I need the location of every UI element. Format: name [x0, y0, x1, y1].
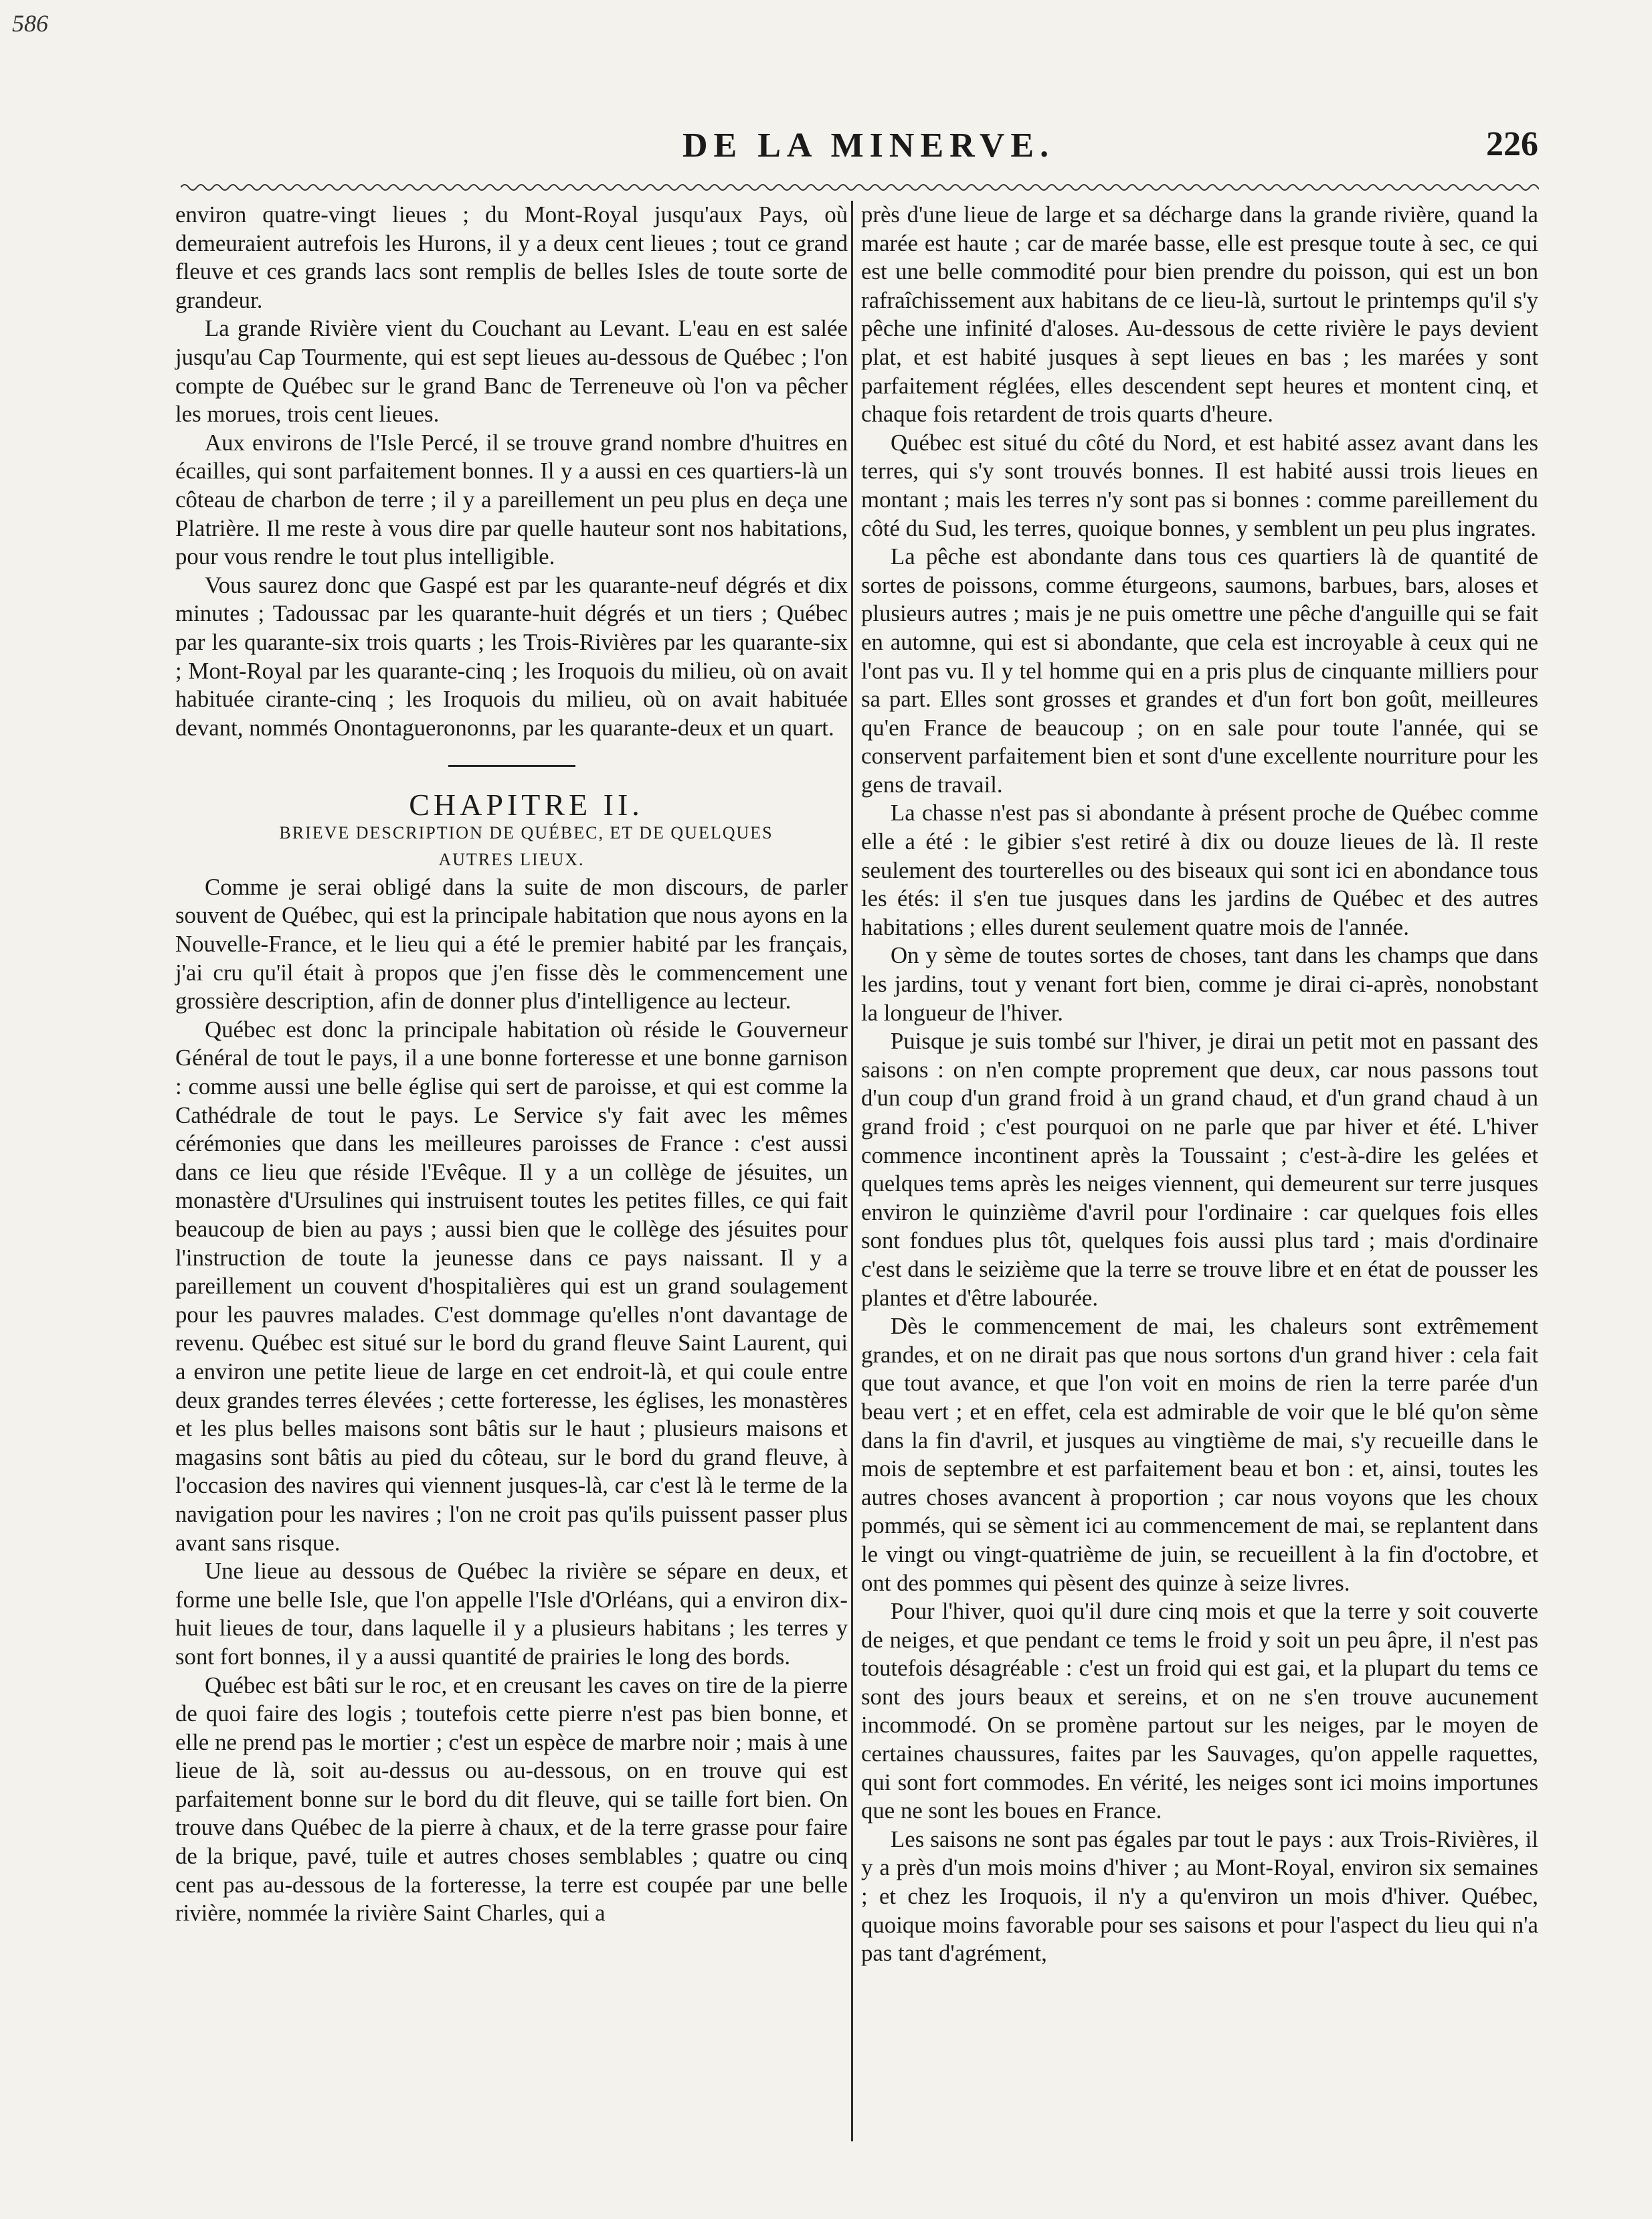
wavy-rule	[181, 181, 1539, 194]
chapter-subtitle	[175, 820, 848, 873]
page-header	[174, 120, 1538, 174]
chapter-subtitle-line: BRIEVE DESCRIPTION DE QUÉBEC, ET DE QUELQUES	[279, 822, 773, 842]
paragraph: Puisque je suis tombé sur l'hiver, je dirai un petit mot en passant des saisons : on n'en compte proprement que deux, car nous passons tout d'un coup d'un grand froid à un grand chaud, et d'un grand chaud à un grand froid ; c'est pourquoi on ne parle que par hiver et été. L'hiver commence incontinent après la Toussaint ; c'est-à-dire les gelées et quelques tems après les neiges viennent, qui demeurent sur terre jusques environ le quinzième d'avril pour l'ordinaire : car quelques fois elles sont fondues plus tôt, quelques fois aussi plus tard ; mais d'ordinaire c'est dans le seizième que la terre se trouve libre et en état de pousser les plantes et d'être labourée.	[861, 1028, 1538, 1311]
paragraph: environ quatre-vingt lieues ; du Mont-Royal jusqu'aux Pays, où demeuraient autrefois les Hurons, il y a deux cent lieues ; tout ce grand fleuve et ces grands lacs sont remplis de belles Isles de toute sorte de grandeur.	[175, 201, 848, 313]
page-number: 226	[1486, 125, 1538, 163]
chapter-subtitle-line: AUTRES LIEUX.	[438, 849, 585, 869]
left-column	[175, 201, 848, 1928]
running-title: DE LA MINERVE.	[682, 126, 1055, 165]
paragraph: La chasse n'est pas si abondante à présent proche de Québec comme elle a été : le gibier s'est retiré à dix ou douze lieues de là. Il reste seulement des tourterelles ou des biseaux qui sont ici en abondance tous les étés: il s'en tue jusques dans les jardins de Québec et des autres habitations ; elles durent seulement quatre mois de l'année.	[861, 800, 1538, 940]
paragraph: Québec est situé du côté du Nord, et est habité assez avant dans les terres, qui s'y sont trouvés bonnes. Il est habité aussi trois lieues en montant ; mais les terres n'y sont pas si bonnes : comme pareillement du côté du Sud, les terres, quoique bonnes, y semblent un peu plus ingrates.	[861, 429, 1538, 541]
paragraph: Dès le commencement de mai, les chaleurs sont extrêmement grandes, et on ne dirait pas que nous sortons d'un grand hiver : cela fait que tout avance, et que l'on voit en moins de rien la terre parée d'un beau vert ; et en effet, cela est admirable de voir que le blé qu'on sème dans la fin d'avril, et jusques au vingtième de mai, s'y recueille dans le mois de septembre et est parfaitement beau et bon : et, ainsi, toutes les autres choses avancent à proportion ; car nous voyons que les choux pommés, qui se sèment ici au commencement de mai, se replantent dans le vingt ou vingt-quatrième de juin, se recueillent à la fin d'octobre, et ont des pommes qui pèsent des quinze à seize livres.	[861, 1313, 1538, 1596]
right-column	[861, 201, 1538, 1968]
paragraph: On y sème de toutes sortes de choses, tant dans les champs que dans les jardins, tout y venant fort bien, comme je dirai ci-après, nonobstant la longueur de l'hiver.	[861, 942, 1538, 1026]
paragraph: Pour l'hiver, quoi qu'il dure cinq mois et que la terre y soit couverte de neiges, et que pendant ce tems le froid y soit un peu âpre, il n'est pas toutefois désagréable : c'est un froid qui est gai, et la plupart du tems ce sont des jours beaux et sereins, et on ne s'en trouve aucunement incommodé. On se promène partout sur les neiges, par le moyen de certaines chaussures, faites par les Sauvages, qu'on appelle raquettes, qui sont fort commodes. En vérité, les neiges sont ici moins importunes que ne sont les boues en France.	[861, 1598, 1538, 1824]
paragraph: La grande Rivière vient du Couchant au Levant. L'eau en est salée jusqu'au Cap Tourmente, qui est sept lieues au-dessous de Québec ; l'on compte de Québec sur le grand Banc de Terreneuve où l'on va pêcher les morues, trois cent lieues.	[175, 315, 848, 428]
paragraph: Vous saurez donc que Gaspé est par les quarante-neuf dégrés et dix minutes ; Tadoussac par les quarante-huit dégrés et un tiers ; Québec par les quarante-six trois quarts ; les Trois-Rivières par les quarante-six ; Mont-Royal par les quarante-cinq ; les Iroquois du milieu, où on avait habituée cirante-cinq ; les Iroquois du milieu, où on avait habituée devant, nommés Onontaguerononns, par les quarante-deux et un quart.	[175, 571, 848, 741]
chapter-heading: CHAPITRE II.	[409, 788, 644, 822]
paragraph: Aux environs de l'Isle Percé, il se trouve grand nombre d'huitres en écailles, qui sont parfaitement bonnes. Il y a aussi en ces quartiers-là un côteau de charbon de terre ; il y a pareillement un peu plus en deça une Platrière. Il me reste à vous dire par quelle hauteur sont nos habitations, pour vous rendre le tout plus intelligible.	[175, 429, 848, 570]
column-divider	[851, 201, 853, 2141]
corner-mark: 586	[12, 10, 48, 37]
paragraph: La pêche est abondante dans tous ces quartiers là de quantité de sortes de poissons, comme éturgeons, saumons, barbues, bars, aloses et plusieurs autres ; mais je ne puis omettre une pêche d'anguille qui se fait en automne, qui est si abondante, que cela est incroyable à ceux qui ne l'ont pas vu. Il y tel homme qui en a pris plus de cinquante milliers pour sa part. Elles sont grosses et grandes et d'un fort bon goût, meilleures qu'en France de beaucoup ; on en sale pour toute l'année, qui se conservent parfaitement bien et sont d'une excellente nourriture pour les gens de travail.	[861, 543, 1538, 798]
paragraph: près d'une lieue de large et sa décharge dans la grande rivière, quand la marée est haute ; car de marée basse, elle est presque toute à sec, ce qui est une belle commodité pour bien prendre du poisson, qui est un bon rafraîchissement aux habitans de ce lieu-là, surtout le printemps qu'il s'y pêche une infinité d'aloses. Au-dessous de cette rivière le pays devient plat, et est habité jusques à sept lieues en bas ; les marées y sont parfaitement réglées, elles descendent sept heures et montent cinq, et chaque fois retardent de trois quarts d'heure.	[861, 201, 1538, 428]
paragraph: Québec est bâti sur le roc, et en creusant les caves on tire de la pierre de quoi faire des logis ; toutefois cette pierre n'est pas bien bonne, et elle ne prend pas le mortier ; c'est un espèce de marbre noir ; mais à une lieue de là, soit au-dessus ou au-dessous, on en trouve qui est parfaitement bonne sur le bord du dit fleuve, qui se taille fort bien. On trouve dans Québec de la pierre à chaux, et de la terre grasse pour faire de la brique, pavé, tuile et autres choses semblables ; quatre ou cinq cent pas au-dessous de la forteresse, la terre est coupée par une belle rivière, nommée la rivière Saint Charles, qui a	[175, 1672, 848, 1927]
paragraph: Québec est donc la principale habitation où réside le Gouverneur Général de tout le pays, il a une bonne forteresse et une bonne garnison : comme aussi une belle église qui sert de paroisse, et qui est comme la Cathédrale de tout le pays. Le Service s'y fait avec les mêmes cérémonies que dans les meilleures paroisses de France : c'est aussi dans ce lieu que réside l'Evêque. Il y a un collège de jésuites, un monastère d'Ursulines qui instruisent toutes les petites filles, ce qui fait beaucoup de bien au pays ; aussi bien que le collège des jésuites pour l'instruction de toute la jeunesse dans ce pays naissant. Il y a pareillement un couvent d'hospitalières qui est un grand soulagement pour les pauvres malades. C'est dommage qu'elles n'ont davantage de revenu. Québec est situé sur le bord du grand fleuve Saint Laurent, qui a environ une petite lieue de large en cet endroit-là, et qui coule entre deux grandes terres élevées ; cette forteresse, les églises, les monastères et les plus belles maisons sont bâtis sur le haut ; plusieurs maisons et magasins sont bâtis au pied du côteau, sur le bord du grand fleuve, à l'occasion des navires qui viennent jusques-là, car c'est là le terme de la navigation pour les navires ; l'on ne croit pas qu'ils puissent passer plus avant sans risque.	[175, 1016, 848, 1556]
paragraph: Une lieue au dessous de Québec la rivière se sépare en deux, et forme une belle Isle, que l'on appelle l'Isle d'Orléans, qui a environ dix-huit lieues de tour, dans laquelle il y a plusieurs habitans ; les terres y sont fort bonnes, il y a aussi quantité de prairies le long des bords.	[175, 1558, 848, 1670]
chapter-rule	[448, 765, 575, 767]
paragraph: Comme je serai obligé dans la suite de mon discours, de parler souvent de Québec, qui est la principale habitation que nous ayons en la Nouvelle-France, et le lieu qui a été le premier habité par les français, j'ai cru qu'il était à propos que j'en fisse dès le commencement une grossière description, afin de donner plus d'intelligence au lecteur.	[175, 873, 848, 1014]
paragraph: Les saisons ne sont pas égales par tout le pays : aux Trois-Rivières, il y a près d'un mois moins d'hiver ; au Mont-Royal, environ six semaines ; et chez les Iroquois, il n'y a qu'environ un mois d'hiver. Québec, quoique moins favorable pour ses saisons et pour l'aspect du lieu qui n'a pas tant d'agrément,	[861, 1826, 1538, 1967]
